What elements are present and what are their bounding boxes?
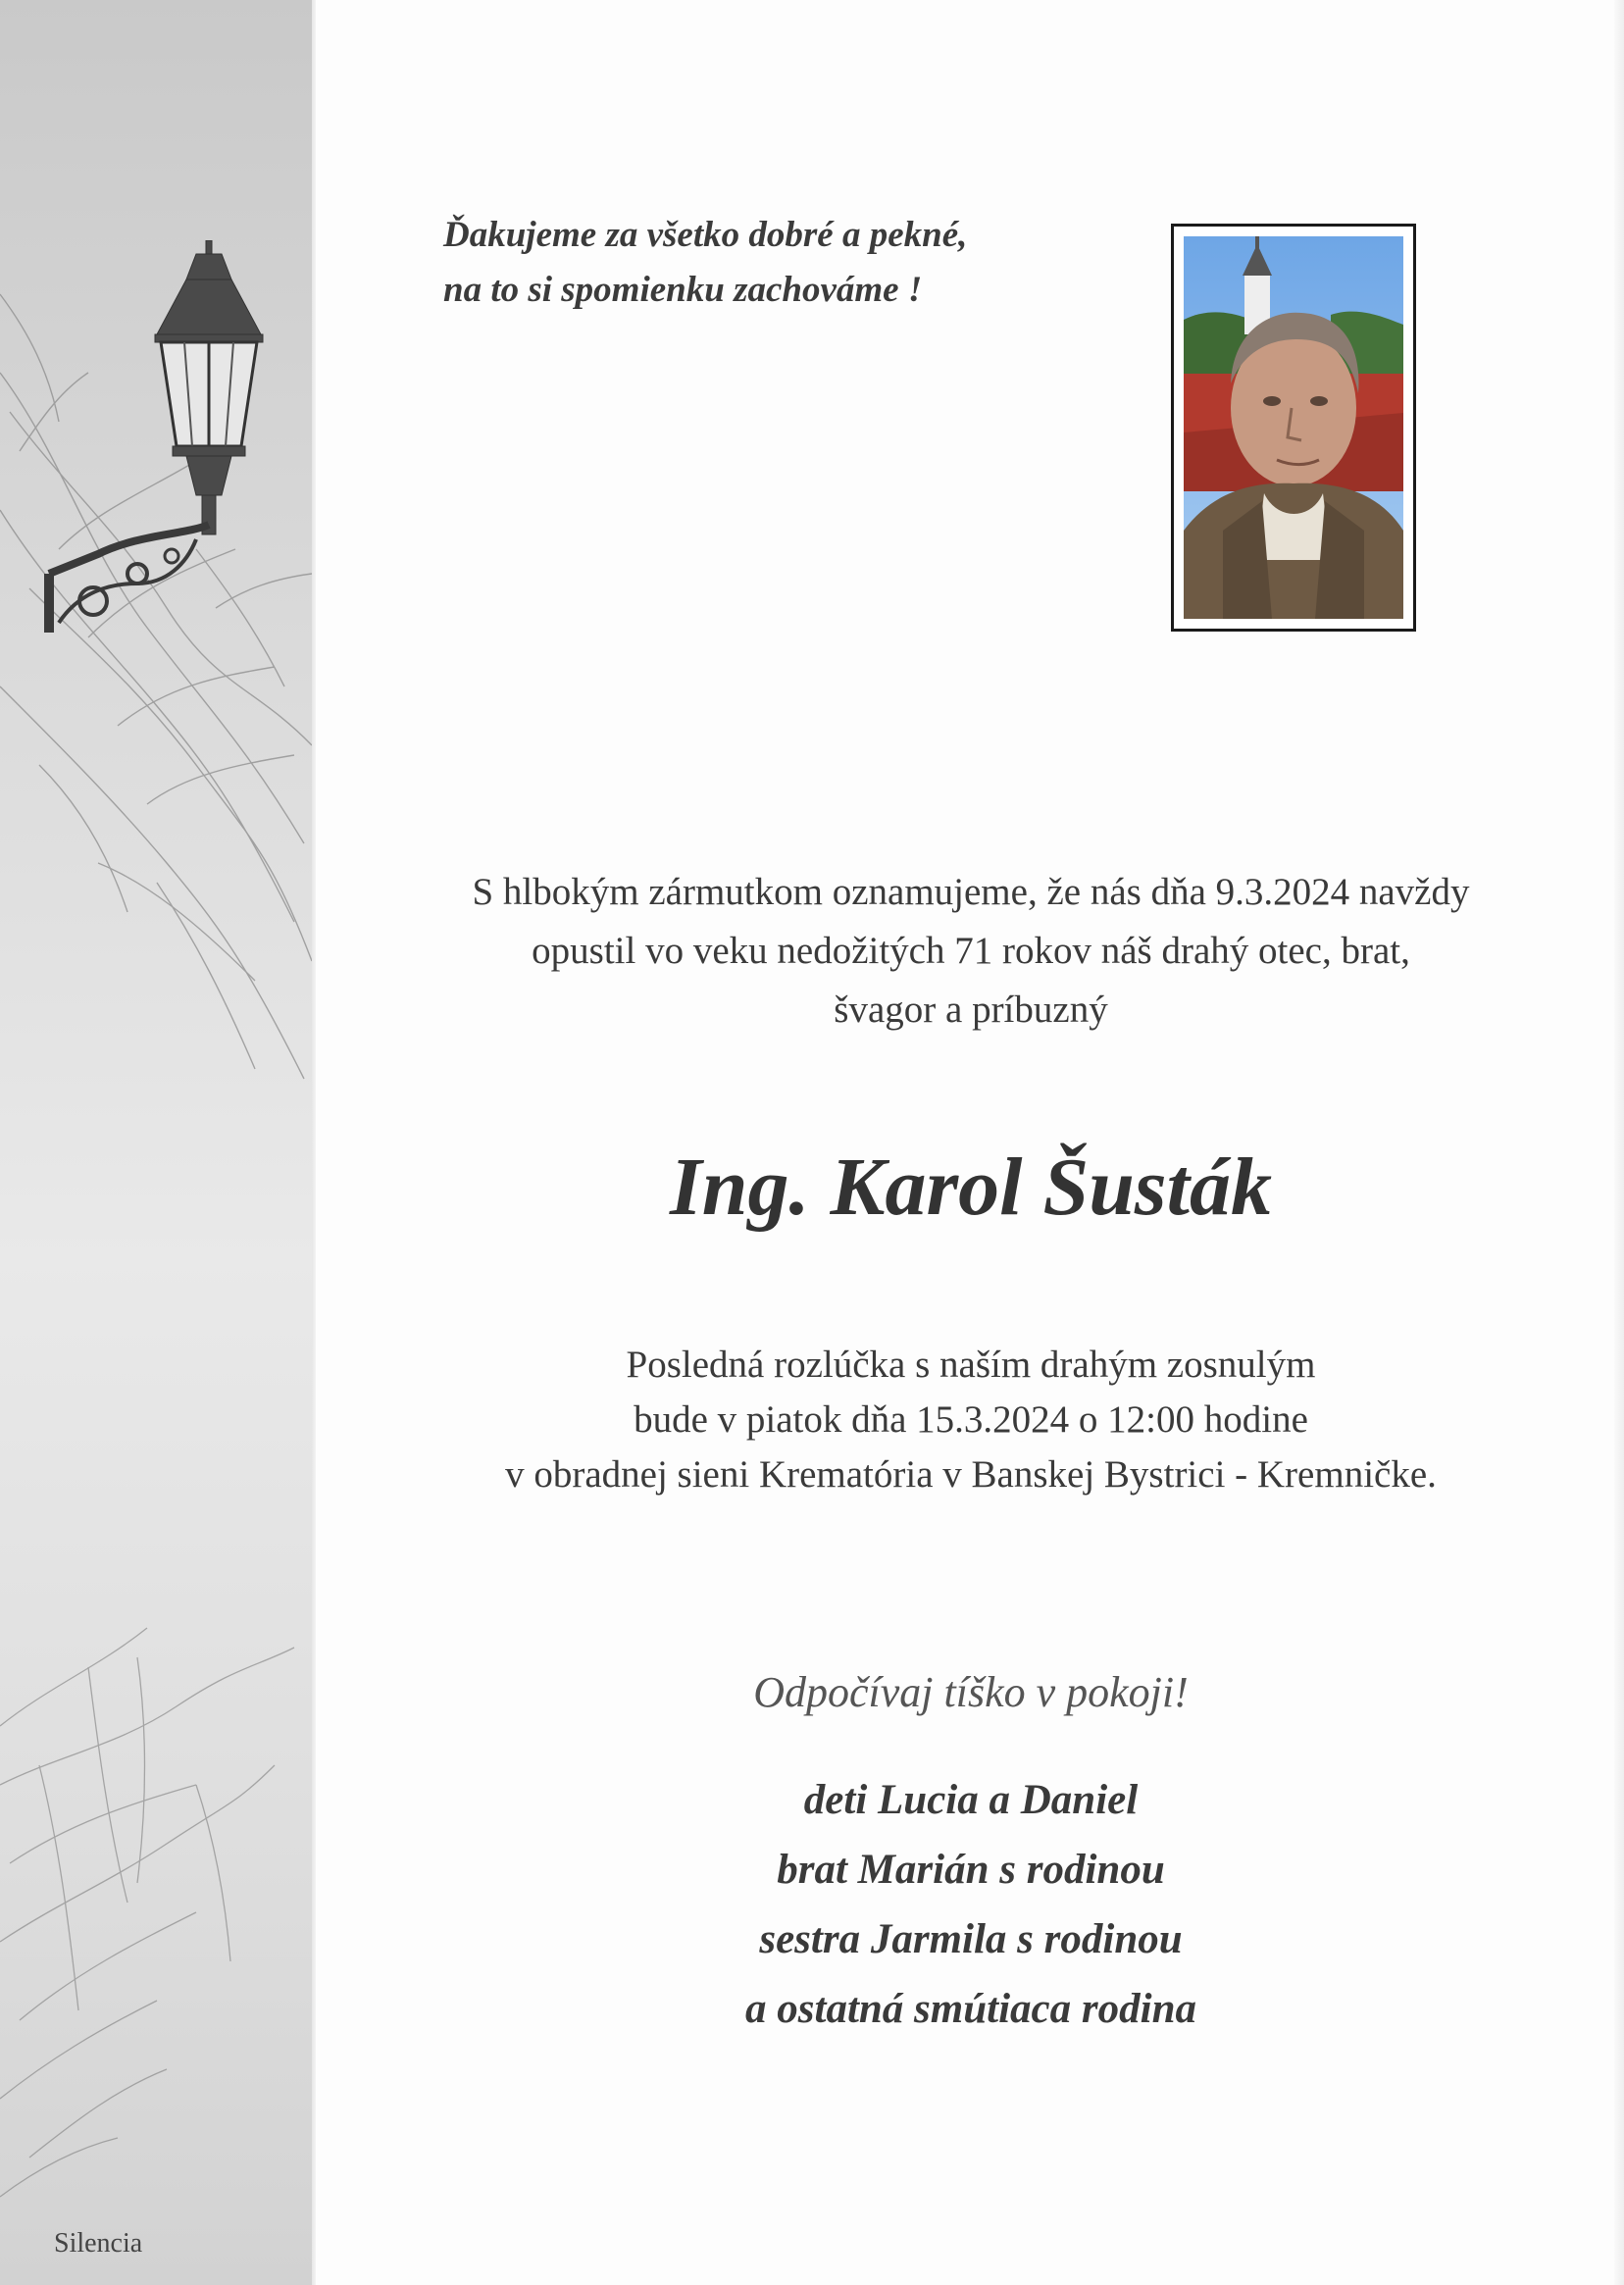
mourner-line: deti Lucia a Daniel [803,1777,1139,1823]
portrait-frame [1171,224,1416,632]
funeral-line: v obradnej sieni Krematória v Banskej Bystrici - Kremničke. [505,1453,1437,1496]
strip-divider [312,0,316,2285]
death-announcement [324,863,1618,1040]
announcement-line: švagor a príbuzný [834,989,1108,1031]
street-lamp-illustration [39,240,275,633]
mourner-line: a ostatná smútiaca rodina [745,1986,1196,2032]
mourner-line: brat Marián s rodinou [777,1847,1165,1893]
announcement-line: opustil vo veku nedožitých 71 rokov náš drahý otec, brat, [532,930,1410,972]
rest-in-peace-text: Odpočívaj tíško v pokoji! [753,1668,1189,1716]
mourners-list [324,1765,1618,2044]
deceased-name: Ing. Karol Šusták [670,1142,1272,1233]
brand-signature: Silencia [54,2228,143,2259]
funeral-details [324,1338,1618,1502]
decorative-side-strip [0,0,312,2285]
quote-line: Ďakujeme za všetko dobré a pekné, [443,215,968,255]
mourner-line: sestra Jarmila s rodinou [759,1916,1183,1962]
memorial-quote [443,208,967,318]
announcement-line: S hlbokým zármutkom oznamujeme, že nás dňa 9.3.2024 navždy [472,871,1470,913]
funeral-line: bude v piatok dňa 15.3.2024 o 12:00 hodine [634,1398,1308,1441]
portrait-photo [1184,236,1403,619]
quote-line: na to si spomienku zachováme ! [443,270,923,310]
funeral-line: Posledná rozlúčka s naším drahým zosnulým [626,1344,1316,1386]
